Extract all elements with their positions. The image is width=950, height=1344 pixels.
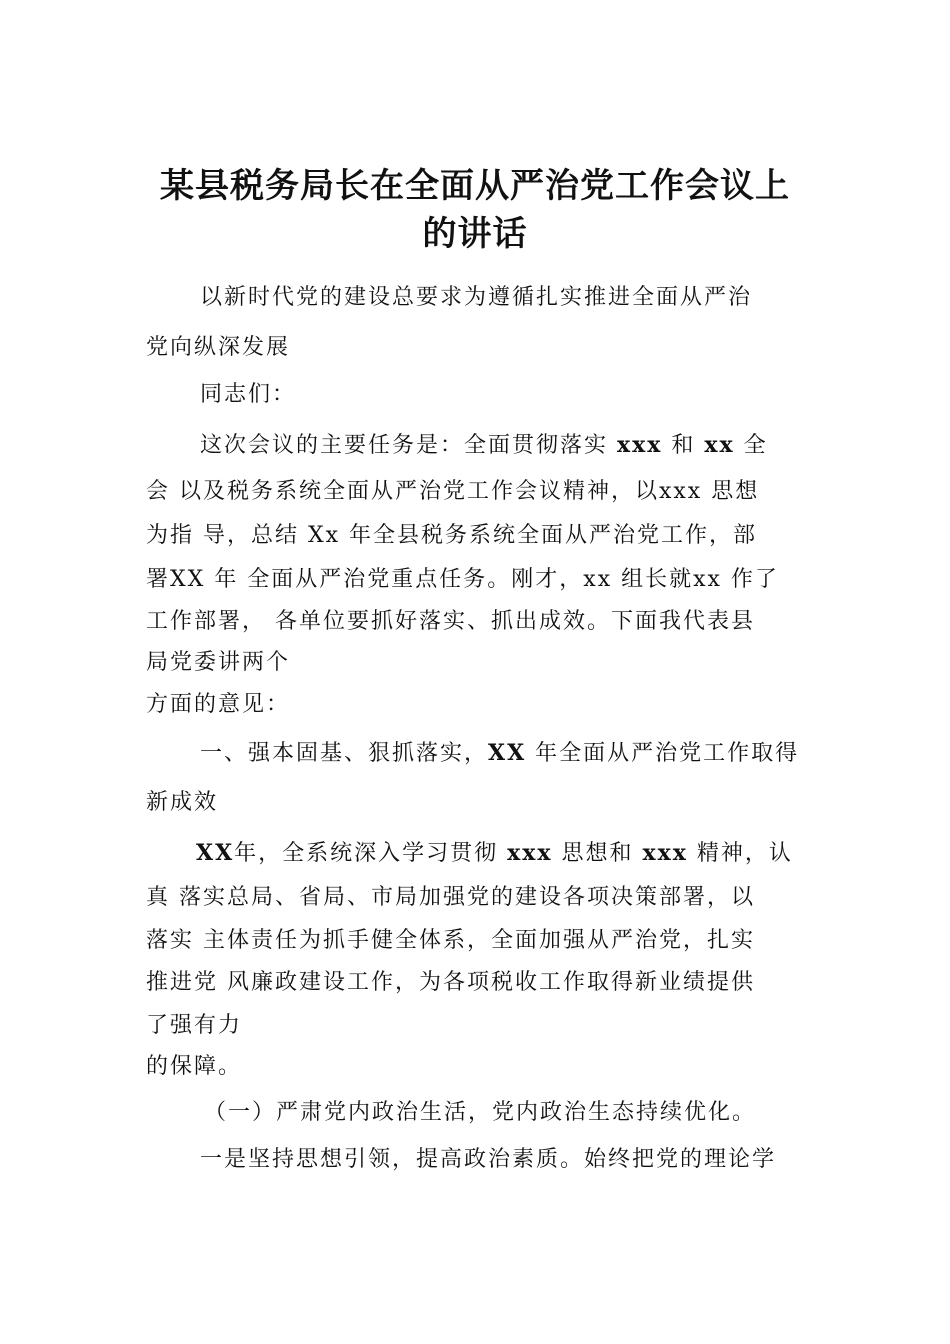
section-1-heading-line-2: 新成效 xyxy=(146,790,219,815)
para2-line-5: 了强有力 xyxy=(146,1013,243,1038)
para2-line-6: 的保障。 xyxy=(146,1054,243,1079)
document-title-line-1: 某县税务局长在全面从严治党工作会议上 xyxy=(160,166,790,206)
para2-text-c: 思想和 xyxy=(552,841,643,866)
intro-line-5: 工作部署， 各单位要抓好落实、抓出成效。下面我代表县 xyxy=(146,609,755,634)
intro-bold-xx: xx xyxy=(704,432,735,458)
para2-bold-xxx-1: xxx xyxy=(507,840,553,866)
para2-text-a: 年，全系统深入学习贯彻 xyxy=(234,841,508,866)
intro-text-a: 这次会议的主要任务是：全面贯彻落实 xyxy=(200,433,617,458)
section-1-text-a: 一、强本固基、狠抓落实， xyxy=(200,741,489,766)
section-1-bold-xx: XX xyxy=(488,740,527,766)
para2-line-3: 落实 主体责任为抓手健全体系，全面加强从严治党，扎实 xyxy=(146,928,755,953)
para2-line-1 xyxy=(196,838,793,869)
intro-line-7: 方面的意见： xyxy=(146,692,291,717)
document-title-line-2: 的讲话 xyxy=(422,214,528,254)
intro-text-c: 和 xyxy=(662,433,705,458)
para2-line-4: 推进党 风廉政建设工作，为各项税收工作取得新业绩提供 xyxy=(146,970,755,995)
intro-line-2: 会 以及税务系统全面从严治党工作会议精神，以xxx 思想 xyxy=(146,479,760,504)
para2-bold-xx: XX xyxy=(196,840,235,866)
subsection-1-heading: （一）严肃党内政治生活，党内政治生态持续优化。 xyxy=(204,1100,757,1125)
intro-text-d: 全 xyxy=(734,433,768,458)
intro-bold-xxx: xxx xyxy=(617,432,663,458)
intro-line-6: 局党委讲两个 xyxy=(146,650,291,675)
subtitle-line-1: 以新时代党的建设总要求为遵循扎实推进全面从严治 xyxy=(200,285,753,310)
intro-line-3: 为指 导，总结 Xx 年全县税务系统全面从严治党工作，部 xyxy=(146,523,758,548)
para2-line-2: 真 落实总局、省局、市局加强党的建设各项决策部署，以 xyxy=(146,885,755,910)
para2-bold-xxx-2: xxx xyxy=(642,840,688,866)
salutation: 同志们： xyxy=(200,382,297,407)
para2-text-d: 精神，认 xyxy=(687,841,793,866)
intro-line-1 xyxy=(200,430,768,461)
intro-line-4: 署XX 年 全面从严治党重点任务。刚才，xx 组长就xx 作了 xyxy=(146,567,779,592)
section-1-text-c: 年全面从严治党工作取得 xyxy=(526,741,800,766)
subtitle-line-2: 党向纵深发展 xyxy=(146,335,291,360)
section-1-heading-line-1 xyxy=(200,738,799,769)
para3-line-1: 一是坚持思想引领，提高政治素质。始终把党的理论学 xyxy=(200,1147,777,1172)
